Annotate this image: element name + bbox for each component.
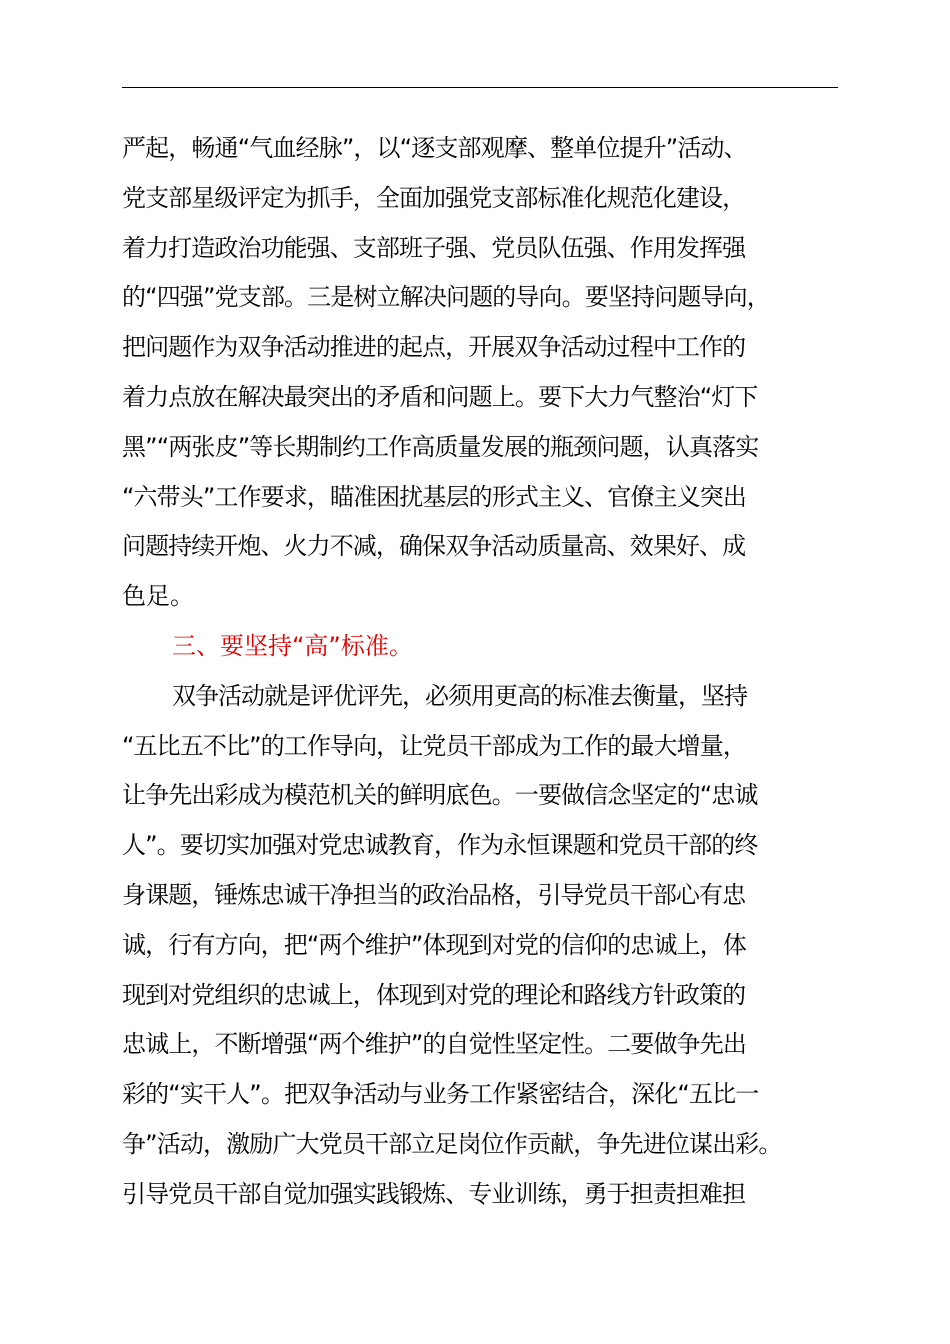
text-line: 严起，畅通“气血经脉”，以“逐支部观摩、整单位提升”活动、 xyxy=(122,134,747,162)
text-line: 把问题作为双争活动推进的起点，开展双争活动过程中工作的 xyxy=(122,333,746,362)
body-text xyxy=(122,124,862,1220)
text-line: 色足。 xyxy=(122,582,194,611)
text-line: 争”活动，激励广大党员干部立足岗位作贡献，争先进位谋出彩。 xyxy=(122,1129,782,1158)
text-line: 现到对党组织的忠诚上，体现到对党的理论和路线方针政策的 xyxy=(122,980,746,1009)
text-line: 彩的“实干人”。把双争活动与业务工作紧密结合，深化“五比一 xyxy=(122,1080,759,1109)
text-line: 人”。要切实加强对党忠诚教育，作为永恒课题和党员干部的终 xyxy=(122,831,758,860)
text-line: 问题持续开炮、火力不减，确保双争活动质量高、效果好、成 xyxy=(122,532,746,561)
text-line: 诚，行有方向，把“两个维护”体现到对党的信仰的忠诚上，体 xyxy=(122,930,746,959)
text-line: “六带头”工作要求，瞄准困扰基层的形式主义、官僚主义突出 xyxy=(122,482,746,511)
text-line: 着力点放在解决最突出的矛盾和问题上。要下大力气整治“灯下 xyxy=(122,382,758,411)
text-line: 身课题，锤炼忠诚干净担当的政治品格，引导党员干部心有忠 xyxy=(122,880,746,909)
text-line: “五比五不比”的工作导向，让党员干部成为工作的最大增量， xyxy=(122,731,746,760)
text-line: 黑”“两张皮”等长期制约工作高质量发展的瓶颈问题，认真落实 xyxy=(122,432,759,461)
text-line: 忠诚上，不断增强“两个维护”的自觉性坚定性。二要做争先出 xyxy=(122,1030,746,1059)
text-line: 的“四强”党支部。三是树立解决问题的导向。要坚持问题导向， xyxy=(122,283,770,312)
text-line: 着力打造政治功能强、支部班子强、党员队伍强、作用发挥强 xyxy=(122,233,746,262)
text-line: 让争先出彩成为模范机关的鲜明底色。一要做信念坚定的“忠诚 xyxy=(122,781,758,810)
paragraph-first-line: 双争活动就是评优评先，必须用更高的标准去衡量，坚持 xyxy=(172,681,747,710)
text-line: 党支部星级评定为抓手，全面加强党支部标准化规范化建设， xyxy=(122,183,746,212)
section-heading: 三、要坚持“高”标准。 xyxy=(172,631,413,660)
text-line: 引导党员干部自觉加强实践锻炼、专业训练，勇于担责担难担 xyxy=(122,1179,746,1208)
header-rule xyxy=(122,87,838,88)
